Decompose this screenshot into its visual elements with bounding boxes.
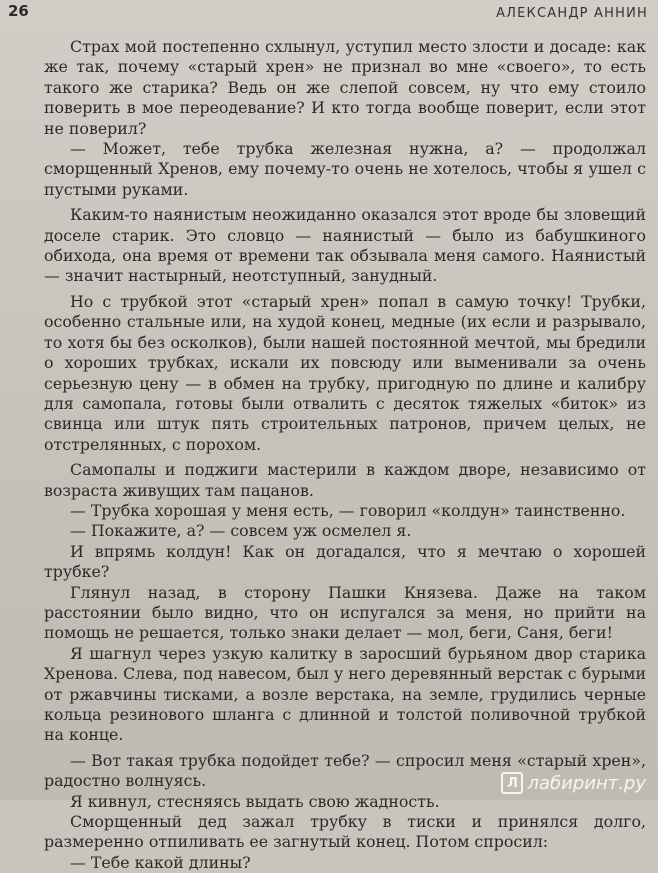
- paragraph: Сморщенный дед зажал трубку в тиски и принялся долго, размеренно отпиливать ее загнутый конец. Потом спросил:: [44, 812, 646, 852]
- watermark-text: лабиринт.ру: [527, 772, 646, 794]
- paragraph: Самопалы и поджиги мастерили в каждом дворе, независимо от возраста живущих там пацанов.: [44, 460, 646, 500]
- paragraph: — Может, тебе трубка железная нужна, а? — продолжал сморщенный Хренов, ему почему-то очень не хотелось, чтобы я ушел с пустыми руками.: [44, 139, 646, 199]
- paragraph: — Тебе какой длины?: [70, 852, 251, 872]
- paragraph: Я шагнул через узкую калитку в заросший бурьяном двор старика Хренова. Слева, под навесом, был у него деревянный верстак с бурыми от ржавчины тисками, а возле верстака, на земле, грудились черные кольца резинового шланга с длинной и толстой поливочной трубкой на конце.: [44, 643, 646, 745]
- labirint-logo-icon: Л: [501, 772, 523, 794]
- paragraph: Страх мой постепенно схлынул, уступил место злости и досаде: как же так, почему «старый хрен» не признал во мне «своего», то есть такого же старика? Ведь он же слепой совсем, ну что ему стоило поверить в мое переодевание? И кто тогда вообще поверит, если этот не поверил?: [44, 37, 646, 138]
- paragraph: — Покажите, а? — совсем уж осмелел я.: [70, 521, 412, 541]
- paragraph: Но с трубкой этот «старый хрен» попал в самую точку! Трубки, особенно стальные или, на худой конец, медные (их если и разрывало, то хотя бы без осколков), были нашей постоянной мечтой, мы бредили о хороших трубках, искали их повсюду или выменивали за очень серьезную цену — в обмен на трубку, пригодную по длине и калибру для самопала, готовы были отвалить с десяток тяжелых «биток» из свинца или штук пять строительных патронов, причем целых, не отстрелянных, с порохом.: [44, 291, 646, 454]
- paragraph: Глянул назад, в сторону Пашки Князева. Даже на таком расстоянии было видно, что он испугался за меня, но прийти на помощь не решается, только знаки делает — мол, беги, Саня, беги!: [44, 582, 646, 643]
- running-head: АЛЕКСАНДР АННИН: [496, 6, 648, 21]
- body-text: [44, 37, 646, 873]
- page-number: 26: [8, 2, 29, 20]
- paragraph: — Трубка хорошая у меня есть, — говорил «колдун» таинственно.: [70, 500, 626, 520]
- paragraph: И впрямь колдун! Как он догадался, что я мечтаю о хорошей трубке?: [44, 541, 646, 582]
- paragraph: — Вот такая трубка подойдет тебе? — спросил меня «старый хрен», радостно волнуясь.: [44, 750, 646, 791]
- watermark: [501, 772, 646, 794]
- paragraph: Каким-то наянистым неожиданно оказался этот вроде бы зловещий доселе старик. Это словцо — наянистый — было из бабушкиного обихода, она время от времени так обзывала меня самого. Наянистый — значит настырный, неотступный, занудный.: [44, 205, 646, 286]
- paragraph: Я кивнул, стесняясь выдать свою жадность.: [70, 791, 440, 811]
